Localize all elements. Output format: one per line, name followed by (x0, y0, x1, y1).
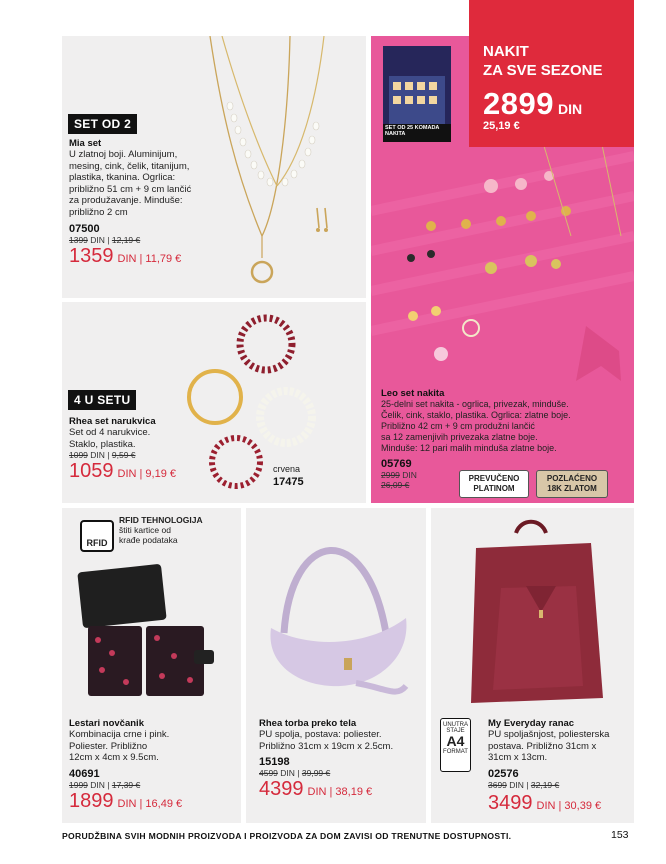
rhea-bracelets-old-price-value: 1099 (69, 450, 88, 460)
mia-desc-line: U zlatnoj boji. Aluminijum, (69, 149, 178, 160)
leo-old-eur: 26,09 € (381, 480, 410, 490)
rhea-bag-desc-line: PU spolja, postava: poliester. (259, 729, 382, 740)
rhea-bag-description (259, 729, 424, 752)
mia-old-price (69, 235, 219, 245)
rhea-bag-old-din: DIN | (280, 768, 300, 778)
leo-old-din: DIN (402, 470, 417, 480)
a4-label: A4 (446, 733, 465, 749)
everyday-old-price (488, 780, 632, 790)
mia-title: Mia set (69, 138, 102, 149)
rfid-desc-line: krađe podataka (119, 535, 178, 545)
lestari-title: Lestari novčanik (69, 718, 144, 729)
lestari-description (69, 729, 239, 764)
mia-desc-line: plastika, tkanina. Ogrlica: (69, 172, 176, 183)
leo-platinum-tag: PREVUČENO PLATINOM (459, 470, 529, 498)
promo-price (483, 86, 634, 122)
rfid-desc (119, 525, 239, 545)
leo-title: Leo set nakita (381, 388, 445, 399)
lestari-wallet-image (62, 558, 241, 708)
footer-notice: PORUDŽBINA SVIH MODNIH PROIZVODA I PROIZVODA ZA DOM ZAVISI OD TRENUTNE DOSTUPNOSTI. (62, 831, 512, 841)
everyday-old-price-value: 3699 (488, 779, 507, 790)
lestari-desc-line: 12cm x 4cm x 9.5cm. (69, 752, 159, 763)
leo-desc-line: Približno 42 cm + 9 cm produžni lančić (381, 421, 535, 431)
rhea-bag-price-value: 4399 (259, 778, 304, 800)
leo-desc-line: 25-delni set nakita - ogrlica, privezak, minduše. (381, 399, 569, 409)
rhea-bracelets-old-eur: 9,59 € (111, 450, 136, 460)
mia-old-eur: 12,19 € (111, 235, 141, 245)
lestari-old-din: DIN | (90, 779, 110, 790)
mia-description (69, 149, 219, 218)
rhea-bag-old-eur: 39,99 € (301, 768, 331, 778)
rhea-bag-info (259, 718, 424, 801)
leo-desc-line: sa 12 zamenjivih privezaka zlatne boje. (381, 432, 538, 442)
mia-price (69, 245, 219, 268)
leo-description (381, 399, 631, 454)
lestari-price (69, 790, 239, 813)
rfid-desc-line: štiti kartice od (119, 525, 171, 535)
rhea-bracelets-price-value: 1059 (69, 460, 114, 482)
lestari-old-eur: 17,39 € (111, 779, 141, 790)
rhea-bracelets-color: crvena (273, 464, 301, 474)
leo-desc-line: Čelik, cink, staklo, plastika. Ogrlica: zlatne boje. (381, 410, 571, 420)
promo-line2: ZA SVE SEZONE (483, 62, 603, 79)
everyday-desc-line: 31cm x 13cm. (488, 752, 548, 763)
everyday-old-eur: 32,19 € (530, 779, 560, 790)
lestari-price-suffix: DIN | 16,49 € (117, 797, 183, 810)
a4-line3: FORMAT (443, 749, 468, 755)
mia-desc-line: približno 2 cm (69, 206, 128, 218)
mia-desc-line: približno 51 cm + 9 cm lančić (69, 183, 192, 195)
everyday-desc-line: postava. Približno 31cm x (488, 740, 597, 752)
rhea-bracelets-badge: 4 U SETU (68, 390, 136, 410)
everyday-old-din: DIN | (509, 779, 529, 790)
promo-box (469, 0, 634, 147)
mia-old-price-value: 1399 (69, 235, 88, 245)
rhea-bag-title: Rhea torba preko tela (259, 718, 357, 729)
lestari-price-value: 1899 (69, 789, 114, 812)
rhea-bag-panel (246, 508, 426, 823)
promo-eur: 25,19 € (483, 120, 520, 132)
rhea-bracelets-description (69, 427, 219, 450)
mia-price-value: 1359 (69, 245, 114, 267)
rhea-bracelets-info (69, 416, 219, 483)
a4-line2: STAJE (446, 728, 465, 734)
rhea-bracelets-code: 17475 (273, 476, 304, 488)
rhea-bag-old-price-value: 4599 (259, 768, 278, 778)
rfid-title: RFID TEHNOLOGIJA (119, 515, 203, 525)
rfid-icon (80, 520, 114, 552)
leo-desc-line: Minduše: 12 pari malih minduša zlatne boje. (381, 443, 557, 453)
mia-old-din: DIN | (90, 235, 110, 245)
everyday-backpack-image (431, 508, 634, 708)
lestari-desc-line: Kombinacija crne i pink. (69, 729, 170, 740)
lestari-old-price (69, 780, 239, 790)
rhea-bag-price (259, 778, 424, 801)
promo-price-value: 2899 (483, 86, 554, 121)
everyday-description (488, 729, 632, 764)
mia-price-suffix: DIN | 11,79 € (117, 253, 182, 265)
rhea-bag-old-price (259, 768, 424, 778)
rhea-bracelets-price (69, 460, 219, 483)
rhea-bracelets-old-price (69, 450, 219, 460)
promo-currency: DIN (557, 101, 583, 117)
everyday-price (488, 792, 601, 815)
rhea-bracelets-title: Rhea set narukvica (69, 416, 156, 427)
lestari-panel (62, 508, 241, 823)
page-number: 153 (611, 829, 629, 841)
rfid-info (119, 515, 239, 545)
everyday-title: My Everyday ranac (488, 718, 575, 729)
rhea-bracelets-desc-line: Set od 4 narukvice. (69, 427, 151, 438)
mia-desc-line: mesing, cink, čelik, titanijum, (69, 160, 190, 172)
rfid-label: RFID (86, 538, 108, 548)
everyday-info (488, 718, 632, 790)
everyday-price-suffix: DIN | 30,39 € (536, 800, 602, 812)
mia-badge: SET OD 2 (68, 114, 137, 134)
rhea-bag-price-suffix: DIN | 38,19 € (307, 786, 373, 798)
rhea-bag-image (246, 508, 426, 708)
a4-format-icon (440, 718, 471, 772)
lestari-desc-line: Poliester. Približno (69, 740, 148, 752)
mia-info (69, 138, 219, 268)
rhea-bracelets-panel (62, 302, 366, 503)
everyday-price-value: 3499 (488, 792, 533, 814)
rhea-bracelets-old-din: DIN | (90, 450, 110, 460)
rhea-bag-code: 15198 (259, 756, 290, 768)
leo-code: 05769 (381, 458, 412, 470)
lestari-code: 40691 (69, 767, 100, 780)
lestari-info (69, 718, 239, 813)
rhea-bracelets-price-suffix: DIN | 9,19 € (117, 468, 176, 480)
leo-old-price-value: 2999 (381, 470, 400, 480)
everyday-panel (431, 508, 634, 823)
rhea-bracelets-desc-line: Staklo, plastika. (69, 438, 136, 450)
leo-gold-tag: POZLAĆENO 18K ZLATOM (536, 470, 608, 498)
mia-panel (62, 36, 366, 298)
everyday-desc-line: PU spoljašnjost, poliesterska (488, 729, 610, 740)
a4-line1: UNUTRA (443, 722, 468, 728)
lestari-old-price-value: 1999 (69, 779, 88, 790)
mia-code: 07500 (69, 223, 100, 235)
rhea-bag-desc-line: Približno 31cm x 19cm x 2.5cm. (259, 740, 394, 752)
mia-desc-line: za produžavanje. Minduše: (69, 195, 183, 206)
everyday-code: 02576 (488, 767, 519, 780)
leo-box-label: SET OD 25 KOMADA NAKITA (385, 125, 440, 137)
promo-line1: NAKIT (483, 43, 529, 60)
